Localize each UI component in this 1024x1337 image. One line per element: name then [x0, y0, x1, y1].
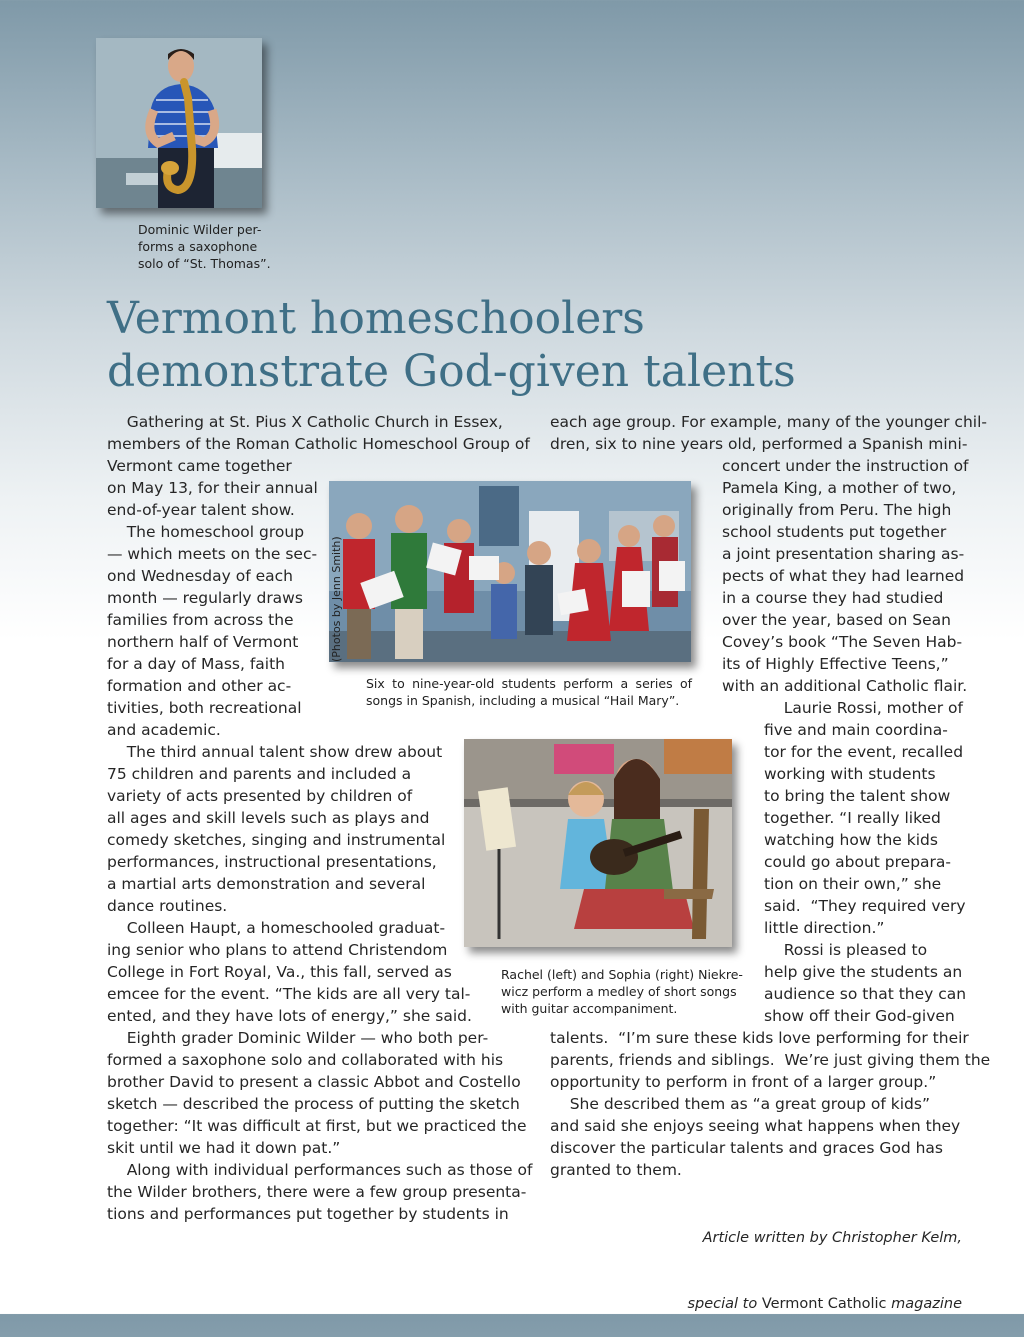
text-line: Covey’s book “The Seven Hab-: [722, 633, 963, 651]
guitar-caption: [501, 966, 751, 1017]
text-line: with an additional Catholic flair.: [722, 677, 968, 695]
text-line: together. “I really liked: [764, 809, 941, 827]
text-line: parents, friends and siblings. We’re just giving them the: [550, 1051, 991, 1069]
text-line: performances, instructional presentations,: [107, 853, 437, 871]
saxophone-photo: [96, 38, 262, 208]
text-line: Pamela King, a mother of two,: [722, 479, 957, 497]
text-line: northern half of Vermont: [107, 633, 299, 651]
byline-line-1: Article written by Christopher Kelm,: [702, 1230, 962, 1246]
text-line: comedy sketches, singing and instrumental: [107, 831, 446, 849]
text-line: concert under the instruction of: [722, 457, 969, 475]
caption-line: Dominic Wilder per-: [138, 222, 262, 237]
text-line: formation and other ac-: [107, 677, 292, 695]
caption-line: forms a saxophone: [138, 239, 258, 254]
text-line: Colleen Haupt, a homeschooled graduat-: [107, 919, 446, 937]
text-line: Laurie Rossi, mother of: [764, 699, 963, 717]
text-line: dren, six to nine years old, performed a Spanish mini-: [550, 435, 968, 453]
text-line: over the year, based on Sean: [722, 611, 951, 629]
text-line: on May 13, for their annual: [107, 479, 318, 497]
caption-line: with guitar accompaniment.: [501, 1001, 678, 1016]
text-line: granted to them.: [550, 1161, 682, 1179]
text-line: Along with individual performances such as those of: [107, 1161, 533, 1179]
article-title: [107, 292, 927, 398]
text-line: emcee for the event. “The kids are all very tal-: [107, 985, 471, 1003]
caption-line: Rachel (left) and Sophia (right) Niekre-: [501, 967, 743, 982]
text-line: pects of what they had learned: [722, 567, 965, 585]
text-line: five and main coordina-: [764, 721, 948, 739]
title-line: demonstrate God-given talents: [107, 346, 796, 397]
caption-line: solo of “St. Thomas”.: [138, 256, 271, 271]
text-line: College in Fort Royal, Va., this fall, served as: [107, 963, 452, 981]
text-line: opportunity to perform in front of a larger group.”: [550, 1073, 937, 1091]
text-line: and academic.: [107, 721, 221, 739]
text-line: formed a saxophone solo and collaborated with his: [107, 1051, 504, 1069]
text-line: ond Wednesday of each: [107, 567, 293, 585]
text-line: Rossi is pleased to: [764, 941, 928, 959]
text-line: dance routines.: [107, 897, 228, 915]
text-line: together: “It was difficult at first, but we practiced the: [107, 1117, 527, 1135]
text-line: She described them as “a great group of kids”: [550, 1095, 930, 1113]
text-line: little direction.”: [764, 919, 885, 937]
title-line: Vermont homeschoolers: [107, 293, 645, 344]
photo-credit: (Photos by Jenn Smith): [330, 536, 343, 662]
text-line: to bring the talent show: [764, 787, 951, 805]
article-column-right-wrap-2: [764, 697, 966, 1027]
text-line: each age group. For example, many of the younger chil-: [550, 413, 987, 431]
text-line: could go about prepara-: [764, 853, 952, 871]
text-line: watching how the kids: [764, 831, 938, 849]
text-line: a joint presentation sharing as-: [722, 545, 965, 563]
text-line: help give the students an: [764, 963, 963, 981]
text-line: tivities, both recreational: [107, 699, 302, 717]
saxophone-caption: [138, 221, 298, 272]
text-line: show off their God-given: [764, 1007, 955, 1025]
text-line: tions and performances put together by students in: [107, 1205, 509, 1223]
text-line: members of the Roman Catholic Homeschool Group of: [107, 435, 530, 453]
text-line: brother David to present a classic Abbot and Costello: [107, 1073, 521, 1091]
text-line: all ages and skill levels such as plays and: [107, 809, 430, 827]
text-line: for a day of Mass, faith: [107, 655, 286, 673]
article-column-left: [107, 411, 532, 1225]
text-line: sketch — described the process of putting the sketch: [107, 1095, 520, 1113]
text-line: ented, and they have lots of energy,” she said.: [107, 1007, 472, 1025]
text-line: The homeschool group: [107, 523, 305, 541]
text-line: the Wilder brothers, there were a few group presenta-: [107, 1183, 527, 1201]
text-line: Gathering at St. Pius X Catholic Church in Essex,: [107, 413, 503, 431]
text-line: Vermont came together: [107, 457, 292, 475]
text-line: talents. “I’m sure these kids love performing for their: [550, 1029, 969, 1047]
text-line: month — regularly draws: [107, 589, 303, 607]
text-line: its of Highly Effective Teens,”: [722, 655, 949, 673]
byline-magazine: magazine: [886, 1296, 962, 1312]
article-column-right-wrap: [722, 455, 969, 697]
article-column-right-top: [550, 411, 987, 455]
byline-line-2: [600, 1293, 962, 1315]
text-line: families from across the: [107, 611, 294, 629]
text-line: school students put together: [722, 523, 947, 541]
text-line: audience so that they can: [764, 985, 967, 1003]
text-line: end-of-year talent show.: [107, 501, 295, 519]
caption-line: wicz perform a medley of short songs: [501, 984, 737, 999]
text-line: 75 children and parents and included a: [107, 765, 412, 783]
text-line: variety of acts presented by children of: [107, 787, 413, 805]
text-line: in a course they had studied: [722, 589, 944, 607]
text-line: — which meets on the sec-: [107, 545, 318, 563]
text-line: skit until we had it down pat.”: [107, 1139, 341, 1157]
text-line: The third annual talent show drew about: [107, 743, 443, 761]
choir-caption: Six to nine-year-old students perform a series of songs in Spanish, including a musical “Hail Mary”.: [366, 676, 692, 708]
text-line: tor for the event, recalled: [764, 743, 964, 761]
text-line: originally from Peru. The high: [722, 501, 952, 519]
text-line: Eighth grader Dominic Wilder — who both per-: [107, 1029, 489, 1047]
article-column-right-bottom: [550, 1027, 990, 1181]
byline-publication: Vermont Catholic: [761, 1296, 887, 1312]
text-line: and said she enjoys seeing what happens when they: [550, 1117, 961, 1135]
text-line: discover the particular talents and graces God has: [550, 1139, 943, 1157]
text-line: working with students: [764, 765, 936, 783]
text-line: said. “They required very: [764, 897, 966, 915]
text-line: ing senior who plans to attend Christendom: [107, 941, 448, 959]
text-line: a martial arts demonstration and several: [107, 875, 426, 893]
text-line: tion on their own,” she: [764, 875, 942, 893]
byline-special: special to: [687, 1296, 762, 1312]
